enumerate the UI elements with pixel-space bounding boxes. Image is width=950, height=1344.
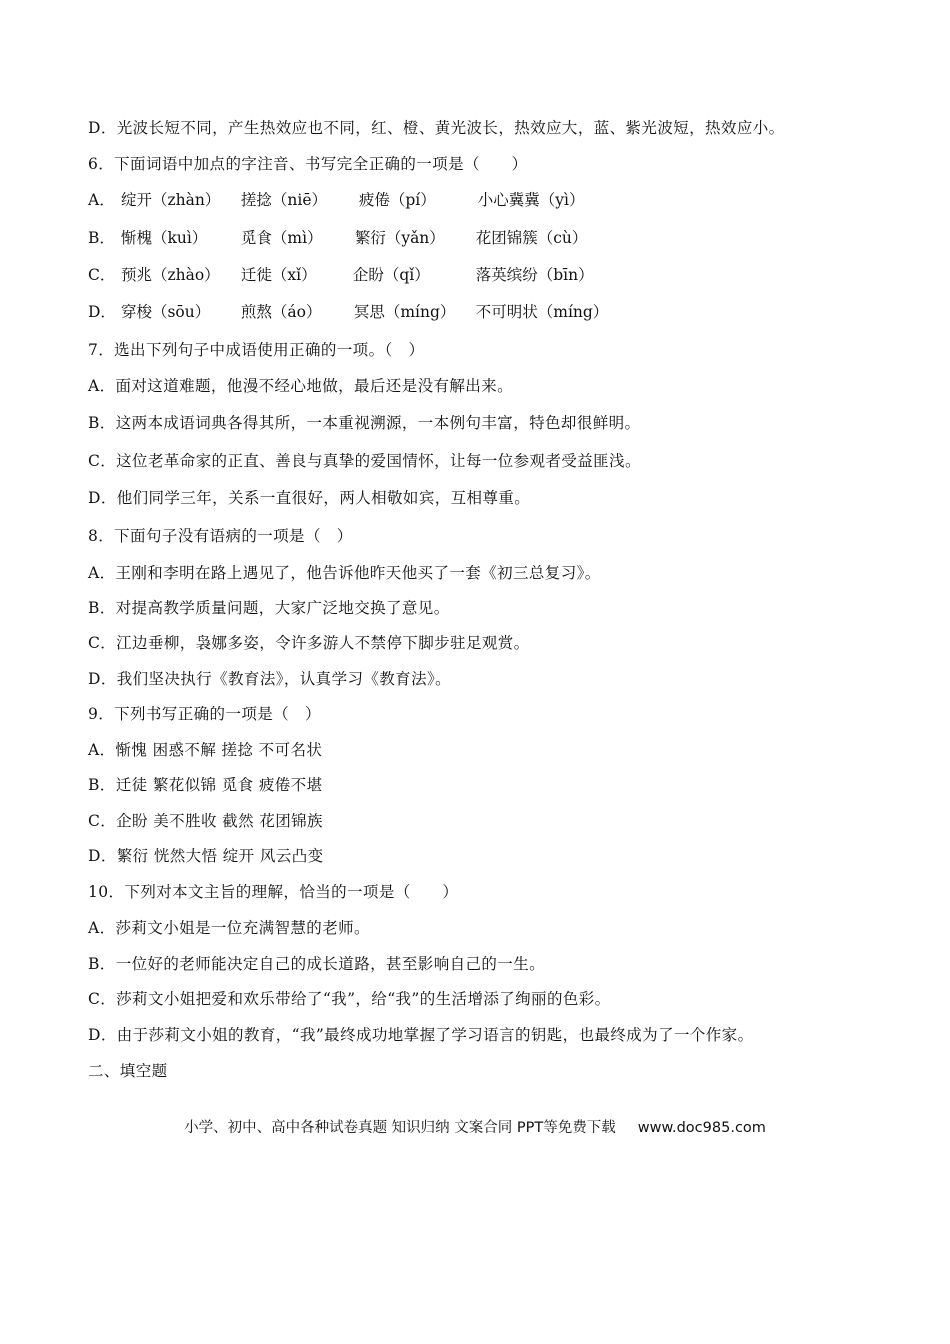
section-heading: 二、填空题 [88, 1062, 168, 1080]
q8-option-a: A．王刚和李明在路上遇见了，他告诉他昨天他买了一套《初三总复习》。 [88, 564, 601, 582]
q9-option-b: B．迁徒 繁花似锦 觅食 疲倦不堪 [88, 776, 323, 794]
q6-option-c [88, 265, 594, 285]
option-word: 落英缤纷（bīn） [475, 266, 594, 284]
q6-stem: 6．下面词语中加点的字注音、书写完全正确的一项是（ ） [88, 155, 528, 173]
option-label: A． [88, 191, 115, 209]
q7-option-d: D．他们同学三年，关系一直很好，两人相敬如宾，互相尊重。 [88, 489, 531, 507]
option-label: B． [88, 229, 115, 247]
q7-option-c: C．这位老革命家的正直、善良与真挚的爱国情怀，让每一位参观者受益匪浅。 [88, 452, 641, 470]
q7-option-b: B．这两本成语词典各得其所，一本重视溯源，一本例句丰富，特色却很鲜明。 [88, 414, 641, 432]
q9-option-d: D．繁衍 恍然大悟 绽开 风云凸变 [88, 847, 324, 865]
q9-option-c: C．企盼 美不胜收 截然 花团锦族 [88, 812, 323, 830]
q6-option-d [88, 302, 608, 322]
option-word: 煎熬（áo） [240, 303, 322, 321]
q8-option-d: D．我们坚决执行《教育法》，认真学习《教育法》。 [88, 670, 452, 688]
q8-option-c: C．江边垂柳，袅娜多姿，令许多游人不禁停下脚步驻足观赏。 [88, 634, 530, 652]
page-footer [0, 1116, 950, 1137]
option-word: 冥思（míng） [353, 303, 456, 321]
q9-stem: 9．下列书写正确的一项是（ ） [88, 705, 321, 723]
q10-option-d: D．由于莎莉文小姐的教育，“我”最终成功地掌握了学习语言的钥匙，也最终成为了一个作家。 [88, 1026, 754, 1044]
q8-stem: 8．下面句子没有语病的一项是（ ） [88, 527, 353, 545]
option-word: 惭槐（kuì） [120, 229, 208, 247]
option-label: C． [88, 266, 116, 284]
q7-option-a: A．面对这道难题，他漫不经心地做，最后还是没有解出来。 [88, 377, 513, 395]
option-word: 繁衍（yǎn） [354, 229, 445, 247]
option-label: D． [88, 303, 116, 321]
q6-option-a [88, 190, 584, 210]
option-word: 不可明状（míng） [475, 303, 609, 321]
q10-stem: 10．下列对本文主旨的理解，恰当的一项是（ ） [88, 883, 459, 901]
q9-option-a: A．惭愧 困惑不解 搓捻 不可名状 [88, 741, 323, 759]
q10-option-a: A．莎莉文小姐是一位充满智慧的老师。 [88, 919, 370, 937]
option-word: 疲倦（pí） [358, 191, 436, 209]
option-word: 企盼（qǐ） [352, 266, 430, 284]
q7-stem: 7．选出下列句子中成语使用正确的一项。（ ） [88, 341, 425, 359]
option-word: 觅食（mì） [240, 229, 323, 247]
q5-option-d: D．光波长短不同，产生热效应也不同，红、橙、黄光波长，热效应大，蓝、紫光波短，热效应小。 [88, 119, 785, 137]
q8-option-b: B．对提高教学质量问题，大家广泛地交换了意见。 [88, 599, 450, 617]
option-word: 绽开（zhàn） [120, 191, 221, 209]
option-word: 预兆（zhào） [120, 266, 220, 284]
option-word: 花团锦簇（cù） [475, 229, 588, 247]
option-word: 小心冀冀（yì） [477, 191, 585, 209]
footer-link[interactable]: www.doc985.com [637, 1120, 766, 1136]
option-word: 搓捻（niē） [240, 191, 327, 209]
option-word: 迁徙（xǐ） [240, 266, 317, 284]
q6-option-b [88, 228, 587, 248]
q10-option-b: B．一位好的老师能决定自己的成长道路，甚至影响自己的一生。 [88, 955, 545, 973]
q10-option-c: C．莎莉文小姐把爱和欢乐带给了“我”，给“我”的生活增添了绚丽的色彩。 [88, 990, 611, 1008]
footer-text: 小学、初中、高中各种试卷真题 知识归纳 文案合同 PPT等免费下载 [184, 1120, 616, 1136]
option-word: 穿梭（sōu） [120, 303, 211, 321]
